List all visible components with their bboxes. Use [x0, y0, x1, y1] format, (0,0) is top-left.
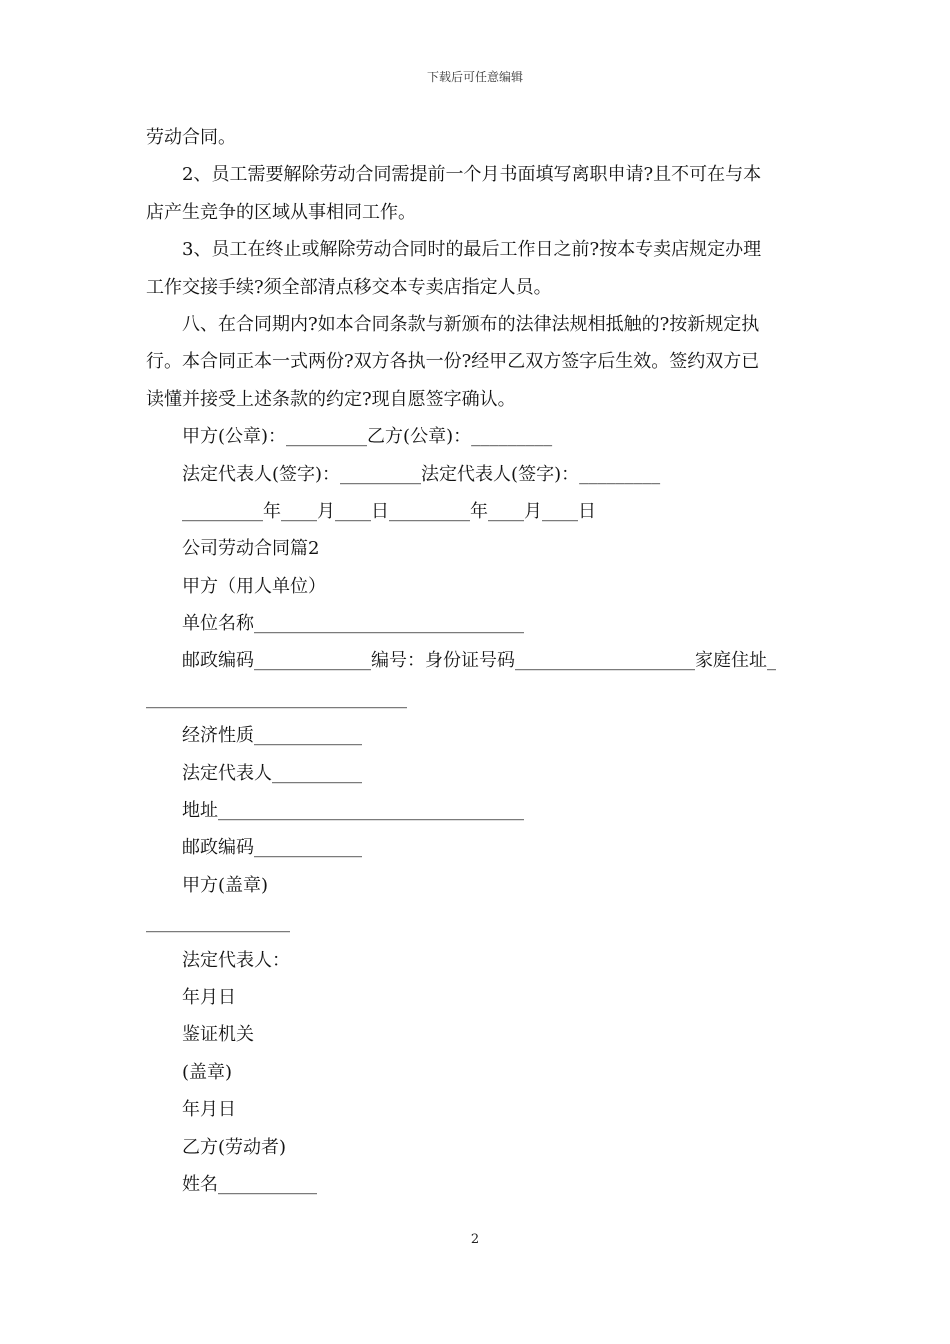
blank-line-2: ________________ [146, 912, 290, 934]
text-line: 八、在合同期内?如本合同条款与新颁布的法律法规相抵触的?按新规定执 [182, 313, 760, 335]
text-line: 公司劳动合同篇2 [182, 538, 320, 560]
text-line: 工作交接手续?须全部清点移交本专卖店指定人员。 [146, 276, 552, 298]
text-line: 邮政编码____________ [182, 837, 362, 859]
text-line: 鉴证机关 [182, 1024, 254, 1046]
text-line: (盖章) [182, 1061, 233, 1083]
page-header: 下载后可任意编辑 [426, 70, 523, 84]
text-line: 地址__________________________________ [182, 800, 524, 822]
text-line: 法定代表人： [182, 949, 290, 971]
body-paragraphs-3 [146, 942, 810, 1204]
text-line: 法定代表人(签字)：_________法定代表人(签字)：_________ [182, 463, 661, 485]
text-line: 2、员工需要解除劳动合同需提前一个月书面填写离职申请?且不可在与本 [182, 164, 762, 186]
text-line: 劳动合同。 [146, 127, 236, 148]
document-body [146, 119, 810, 1203]
text-line: _________年____月____日_________年____月____日 [182, 500, 596, 522]
text-line: 姓名___________ [182, 1173, 317, 1195]
text-line: 年月日 [182, 1099, 236, 1121]
text-line: 经济性质____________ [182, 725, 362, 747]
text-line: 甲方（用人单位） [182, 575, 326, 597]
text-line: 邮政编码_____________编号：身份证号码____________________家庭住址_ [182, 650, 776, 672]
text-line: 店产生竞争的区域从事相同工作。 [146, 201, 416, 223]
body-paragraphs-1 [146, 119, 810, 680]
text-line: 乙方(劳动者) [182, 1136, 287, 1158]
text-line: 3、员工在终止或解除劳动合同时的最后工作日之前?按本专卖店规定办理 [182, 239, 762, 261]
text-line: 年月日 [182, 986, 236, 1008]
blank-line-1: _____________________________ [146, 687, 407, 709]
text-line: 读懂并接受上述条款的约定?现自愿签字确认。 [146, 388, 516, 410]
text-line: 单位名称______________________________ [182, 613, 524, 635]
text-line: 甲方(公章)：_________乙方(公章)：_________ [182, 426, 553, 448]
body-paragraphs-2 [146, 717, 810, 904]
text-line: 甲方(盖章) [182, 874, 269, 896]
page-number: 2 [470, 1232, 480, 1247]
text-line: 行。本合同正本一式两份?双方各执一份?经甲乙双方签字后生效。签约双方已 [146, 351, 760, 373]
text-line: 法定代表人__________ [182, 762, 362, 784]
